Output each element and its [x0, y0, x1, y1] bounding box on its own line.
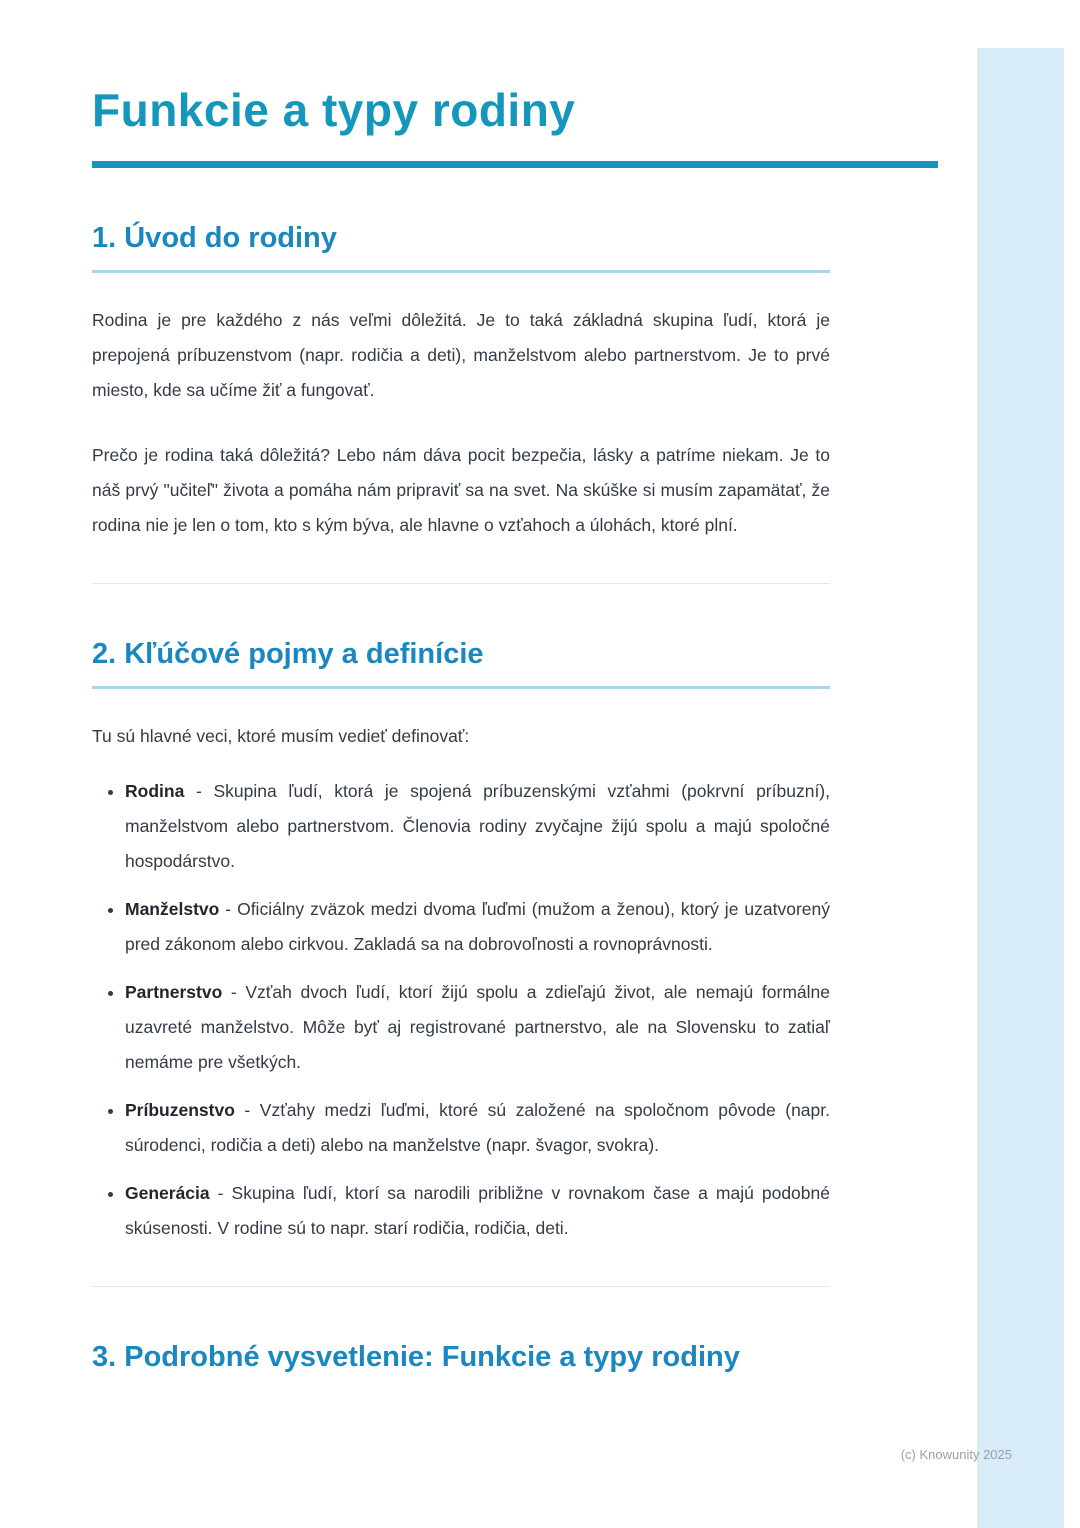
section-uvod — [92, 220, 830, 543]
paragraph: Tu sú hlavné veci, ktoré musím vedieť definovať: — [92, 726, 470, 747]
term-label: Rodina — [125, 781, 185, 802]
term-label: Partnerstvo — [125, 982, 223, 1003]
section-heading-1: 1. Úvod do rodiny — [92, 221, 337, 254]
list-item — [125, 774, 830, 879]
section-underline-1 — [92, 270, 830, 273]
section-podrobne — [92, 1339, 830, 1375]
term-definition: - Vzťah dvoch ľudí, ktorí žijú spolu a zdieľajú život, ale nemajú formálne uzavreté manželstvo. Môže byť aj registrované partnerstvo, ale na Slovensku to zatiaľ nemáme pre všetkých. — [125, 982, 830, 1073]
list-item — [125, 975, 830, 1080]
term-label: Generácia — [125, 1183, 210, 1204]
section-heading-3: 3. Podrobné vysvetlenie: Funkcie a typy rodiny — [92, 1341, 740, 1374]
page-title: Funkcie a typy rodiny — [92, 84, 576, 136]
term-label: Manželstvo — [125, 899, 220, 920]
section-divider — [92, 1286, 830, 1287]
section-heading-2: 2. Kľúčové pojmy a definície — [92, 638, 484, 671]
list-item — [125, 1176, 830, 1246]
section-pojmy — [92, 636, 830, 1246]
document-content — [92, 0, 830, 1376]
section-divider — [92, 583, 830, 584]
title-rule — [92, 161, 938, 168]
list-item — [125, 892, 830, 962]
side-stripe — [977, 48, 1064, 1528]
definition-list — [92, 774, 830, 1246]
term-definition: - Vzťahy medzi ľuďmi, ktoré sú založené na spoločnom pôvode (napr. súrodenci, rodičia a deti) alebo na manželstve (napr. švagor, svokra). — [125, 1100, 830, 1156]
watermark: (c) Knowunity 2025 — [900, 1447, 1012, 1462]
term-definition: - Skupina ľudí, ktorí sa narodili približne v rovnakom čase a majú podobné skúsenosti. V rodine sú to napr. starí rodičia, rodičia, deti. — [125, 1183, 830, 1239]
paragraph: Rodina je pre každého z nás veľmi dôležitá. Je to taká základná skupina ľudí, ktorá je prepojená príbuzenstvom (napr. rodičia a deti), manželstvom alebo partnerstvom. Je to prvé miesto, kde sa učíme žiť a fungovať. — [92, 310, 830, 401]
list-item — [125, 1093, 830, 1163]
paragraph: Prečo je rodina taká dôležitá? Lebo nám dáva pocit bezpečia, lásky a patríme niekam. Je to náš prvý "učiteľ" života a pomáha nám pripraviť sa na svet. Na skúške si musím zapamätať, že rodina nie je len o tom, kto s kým býva, ale hlavne o vzťahoch a úlohách, ktoré plní. — [92, 445, 830, 536]
term-definition: - Skupina ľudí, ktorá je spojená príbuzenskými vzťahmi (pokrvní príbuzní), manželstvom alebo partnerstvom. Členovia rodiny zvyčajne žijú spolu a majú spoločné hospodárstvo. — [125, 781, 830, 872]
section-underline-2 — [92, 686, 830, 689]
term-label: Príbuzenstvo — [125, 1100, 235, 1121]
term-definition: - Oficiálny zväzok medzi dvoma ľuďmi (mužom a ženou), ktorý je uzatvorený pred zákonom alebo cirkvou. Zakladá sa na dobrovoľnosti a rovnoprávnosti. — [125, 899, 830, 955]
